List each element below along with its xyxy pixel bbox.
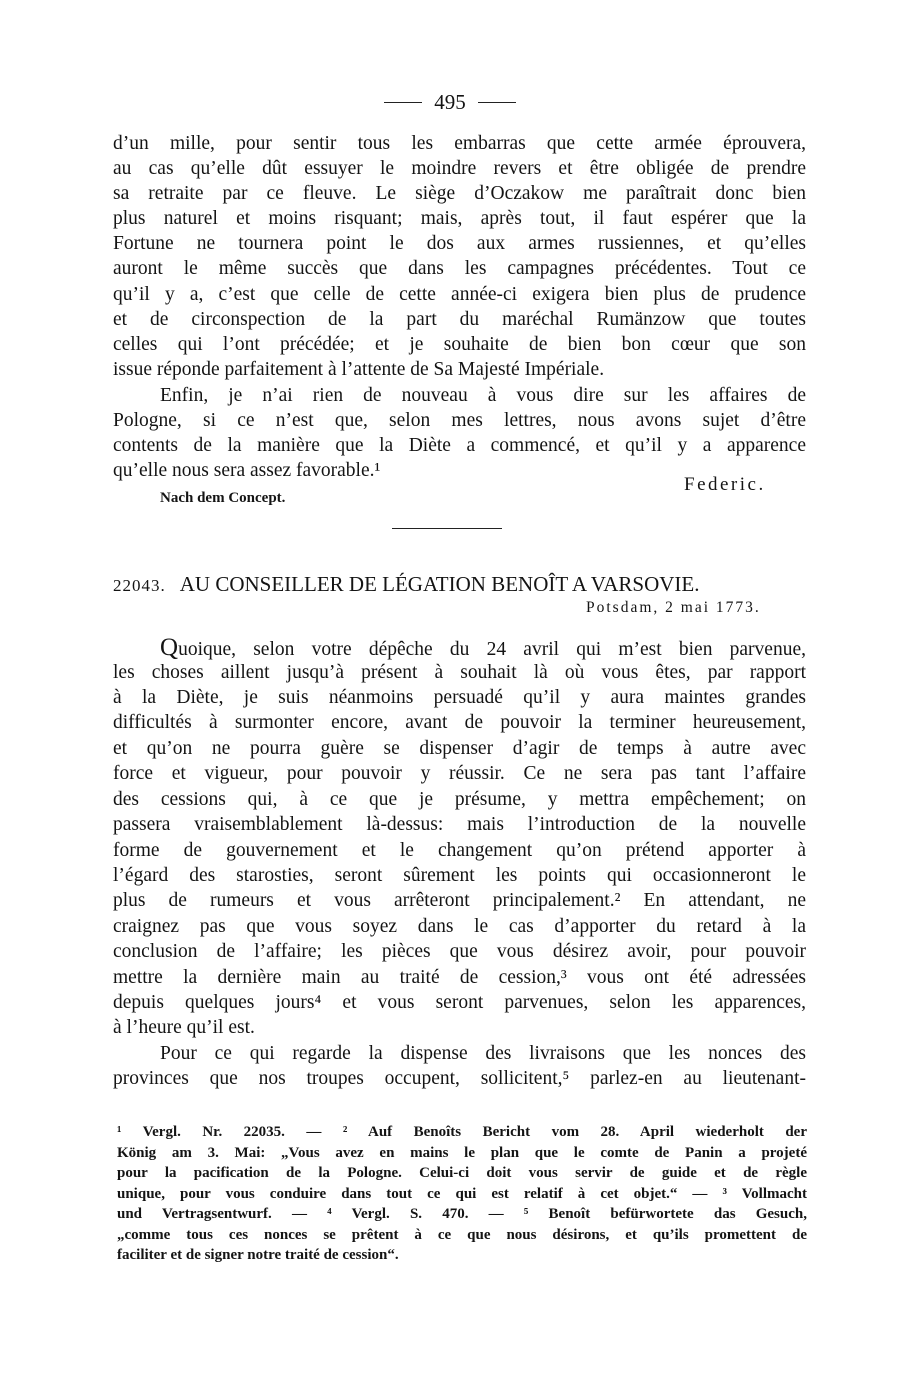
text-line: plus de rumeurs et vous arrêteront principalement.² En attendant, ne [113,890,806,911]
source-note: Nach dem Concept. [160,490,286,506]
text-line: celles qui l’ont précédée; et je souhaite de bien bon cœur que son [113,334,806,355]
text-line: qu’elle nous sera assez favorable.¹ [113,460,381,481]
footnote-line: faciliter et de signer notre traité de cession“. [117,1247,399,1263]
letter-heading [113,572,806,597]
text-line: à la Diète, je suis néanmoins persuadé qu’il y aura maintes grandes [113,687,806,708]
text-line: forme de gouvernement et le changement qu’on prétend apporter à [113,840,806,861]
text-line: qu’il y a, c’est que celle de cette année-ci exigera bien plus de prudence [113,284,806,305]
text-line: auront le même succès que dans les campagnes précédentes. Tout ce [113,258,806,279]
text-line: plus naturel et moins risquant; mais, après tout, il faut espérer que la [113,208,806,229]
text-line: contents de la manière que la Diète a commencé, et qu’il y a apparence [113,435,806,456]
text-line: Pour ce qui regarde la dispense des livraisons que les nonces des [160,1043,806,1064]
text-line: passera vraisemblablement là-dessus: mais l’introduction de la nouvelle [113,814,806,835]
text-line: à l’heure qu’il est. [113,1017,255,1038]
text-line: Enfin, je n’ai rien de nouveau à vous dire sur les affaires de [160,385,806,406]
text-line: et qu’on ne pourra guère se dispenser d’agir de temps à autre avec [113,738,806,759]
signature: Federic. [684,474,766,495]
footnote-line: „comme tous ces nonces se prêtent à ce que nous désirons, et qu’ils promettent de [117,1227,807,1243]
text-line: conclusion de l’affaire; les pièces que vous désirez avoir, pour pouvoir [113,941,806,962]
text-line: difficultés à surmonter encore, avant de pouvoir la terminer heureusement, [113,712,806,733]
text-line: depuis quelques jours⁴ et vous seront parvenues, selon les apparences, [113,992,806,1013]
letter-title: AU CONSEILLER DE LÉGATION BENOÎT A VARSOVIE. [179,572,700,596]
text-line: mettre la dernière main au traité de cession,³ vous ont été adressées [113,967,806,988]
footnote-line: ¹ Vergl. Nr. 22035. — ² Auf Benoîts Bericht vom 28. April wiederholt der [117,1124,807,1140]
initial-letter: Q [160,634,179,661]
letter-number: 22043. [113,576,166,595]
footnote-line: und Vertragsentwurf. — ⁴ Vergl. S. 470. — ⁵ Benoît befürwortete das Gesuch, [117,1206,807,1222]
text-line: force et vigueur, pour pouvoir y réussir. Ce ne sera pas tant l’affaire [113,763,806,784]
text-line [160,635,806,662]
footnote-line: König am 3. Mai: „Vous avez en mains le plan que le comte de Panin a projeté [117,1145,807,1161]
text-line: Fortune ne tournera point le dos aux armes russiennes, et qu’elles [113,233,806,254]
text-line: et de circonspection de la part du maréchal Rumänzow que toutes [113,309,806,330]
page-number-text: 495 [434,90,466,114]
text-line: des cessions qui, à ce que je présume, y mettra empêchement; on [113,789,806,810]
text-line: sa retraite par ce fleuve. Le siège d’Oczakow me paraîtrait donc bien [113,183,806,204]
footnote-line: pour la pacification de la Pologne. Celui-ci doit vous servir de guide et de règle [117,1165,807,1181]
text-line: d’un mille, pour sentir tous les embarras que cette armée éprouvera, [113,133,806,154]
text-line: Pologne, si ce n’est que, selon mes lettres, nous avons sujet d’être [113,410,806,431]
text-line-content: uoique, selon votre dépêche du 24 avril qui m’est bien parvenue, [178,639,806,660]
text-line: issue réponde parfaitement à l’attente de Sa Majesté Impériale. [113,359,605,380]
page-number [0,90,900,115]
text-line: les choses aillent jusqu’à présent à souhait là où vous êtes, par rapport [113,662,806,683]
page-number-left-rule [384,102,422,103]
text-line: au cas qu’elle dût essuyer le moindre revers et être obligée de prendre [113,158,806,179]
text-line: l’égard des starosties, seront sûrement les points qui occasionneront le [113,865,806,886]
text-line: provinces que nos troupes occupent, sollicitent,⁵ parlez-en au lieutenant- [113,1068,806,1089]
page-number-right-rule [478,102,516,103]
footnote-line: unique, pour vous conduire dans tout ce qui est relatif à cet objet.“ — ³ Vollmacht [117,1186,807,1202]
text-line: craignez pas que vous soyez dans le cas d’apporter du retard à la [113,916,806,937]
dateline: Potsdam, 2 mai 1773. [586,599,761,616]
section-separator [392,528,502,529]
